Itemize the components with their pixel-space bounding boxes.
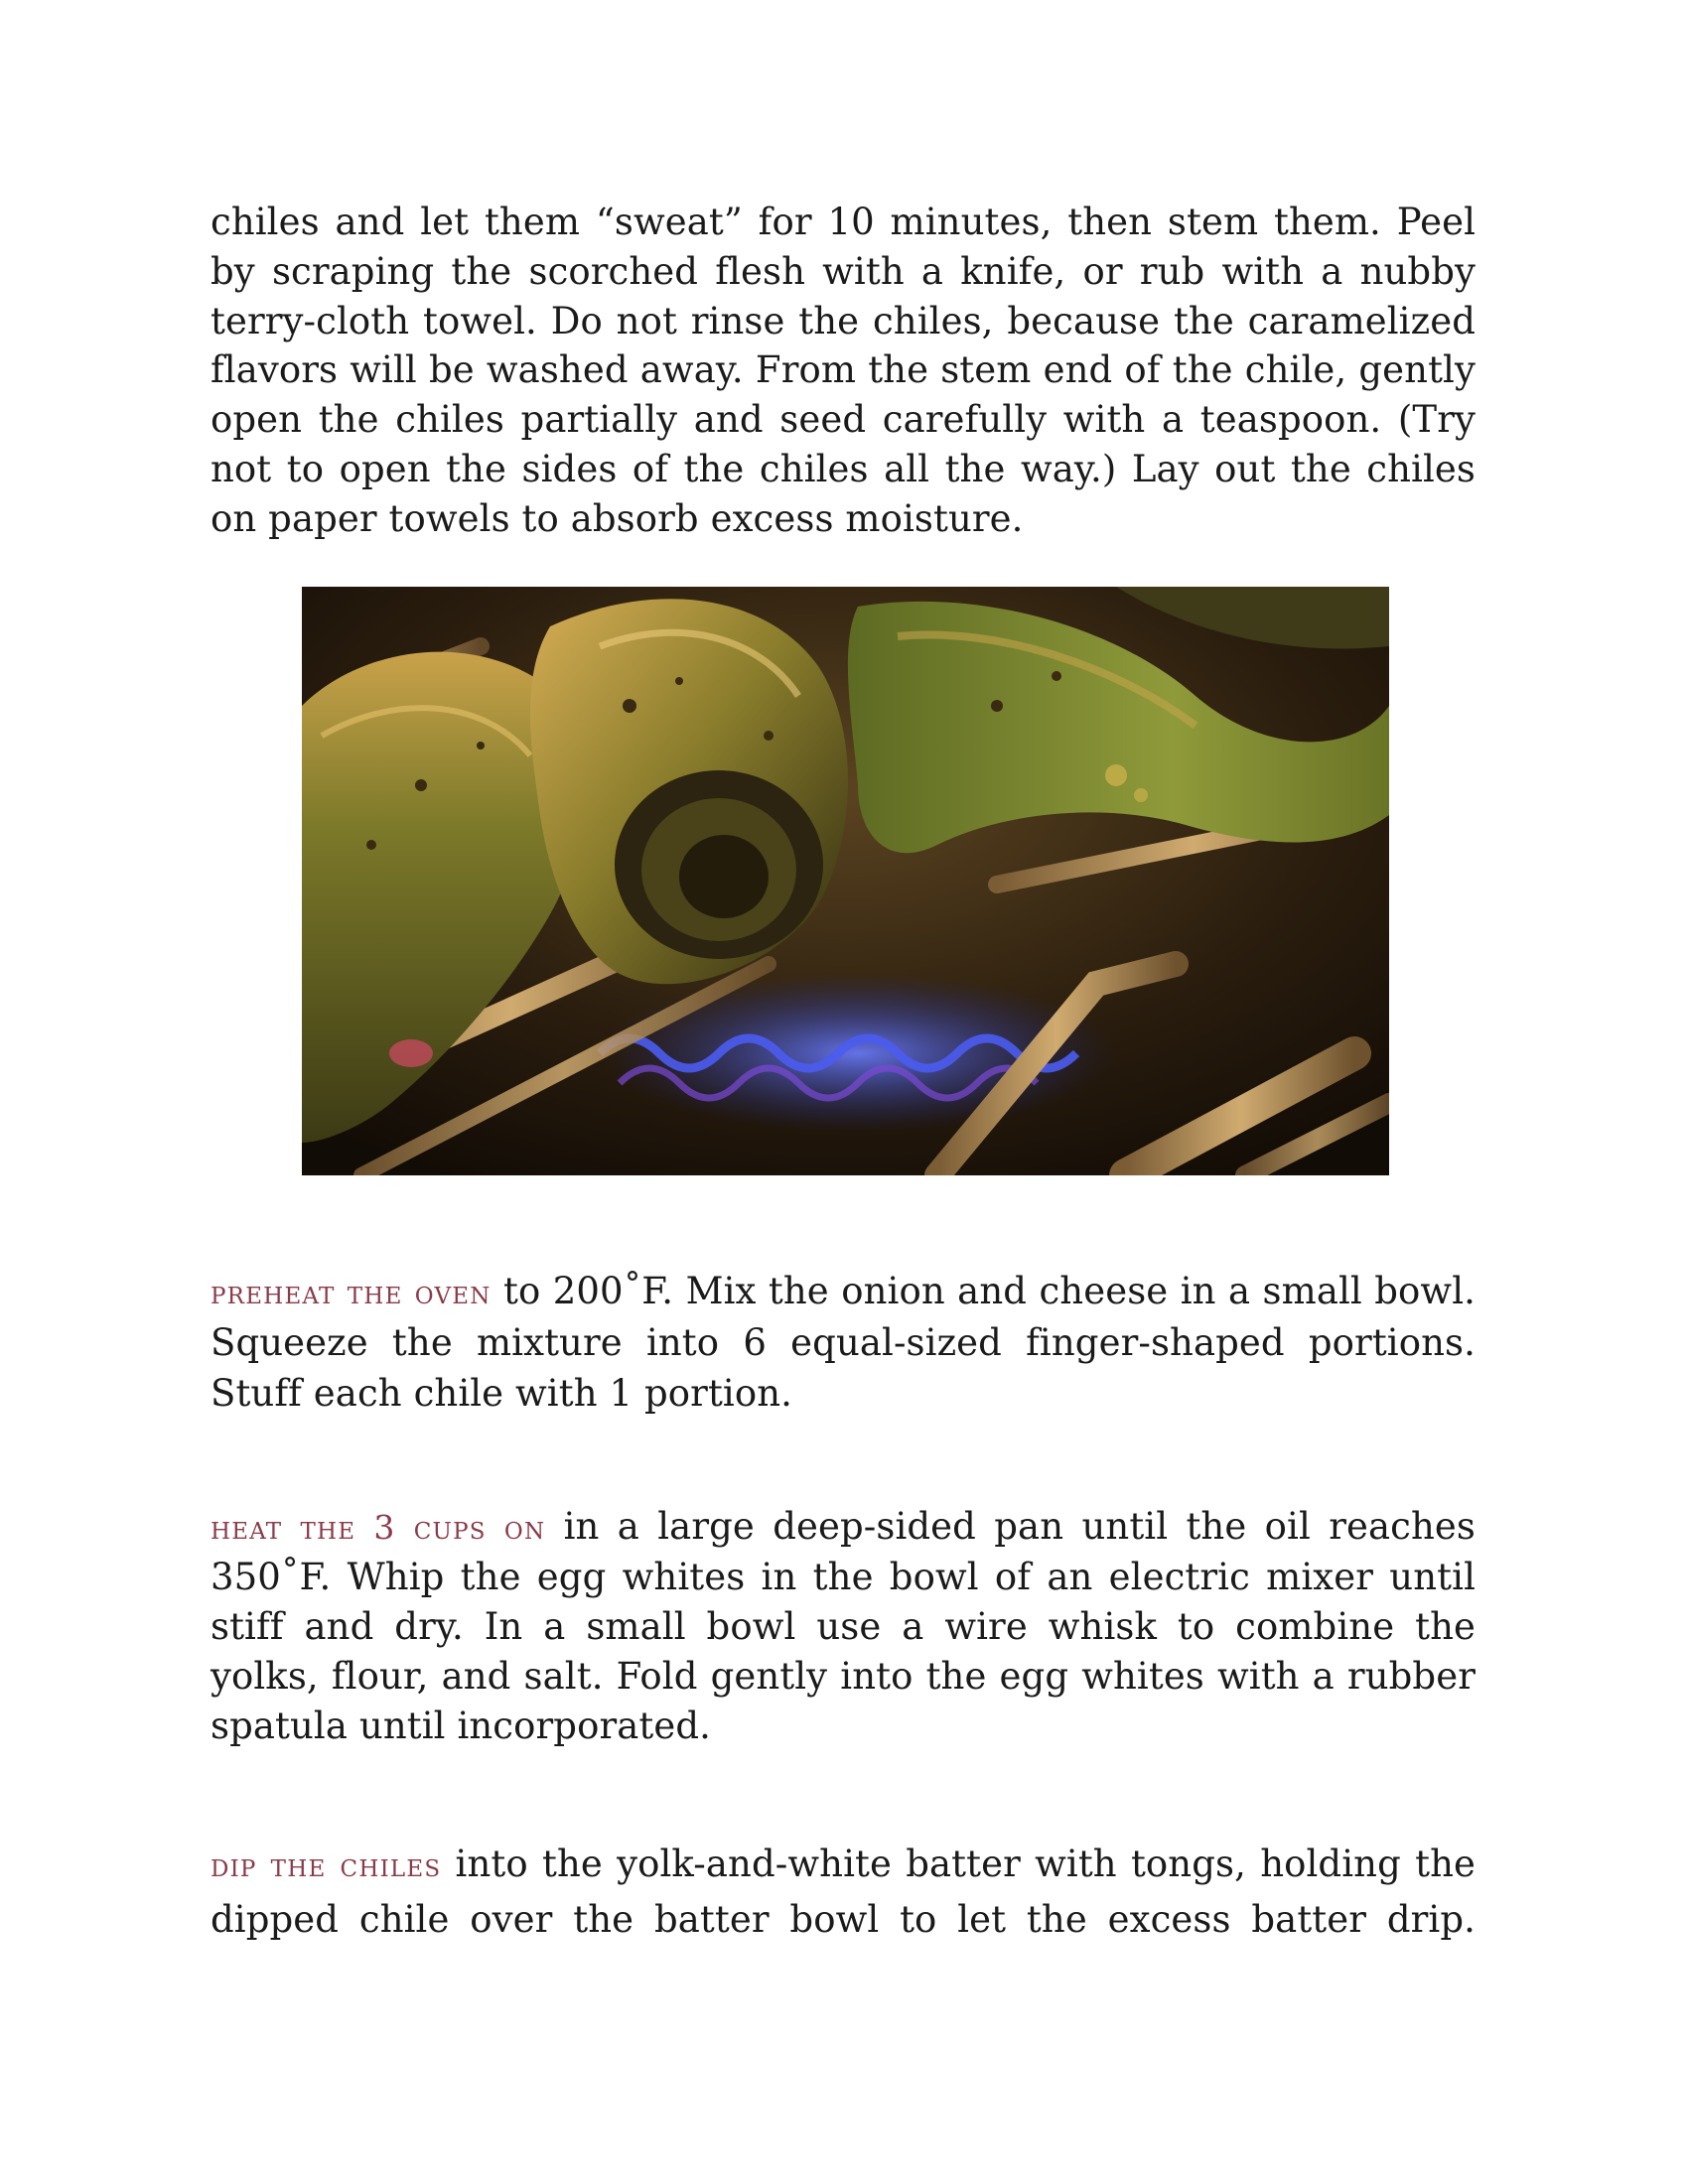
- paragraph-preheat-oven: [211, 1266, 1476, 1419]
- lead-in-dip: dip the chiles: [211, 1845, 442, 1884]
- chiles-over-flame-illustration: [302, 587, 1389, 1175]
- lead-in-preheat: preheat the oven: [211, 1273, 492, 1311]
- preheat-body: to 200˚F. Mix the onion and cheese in a small bowl. Squeeze the mixture into 6 equal-sized finger-shaped portions. Stuff each chile with 1 portion.: [211, 1270, 1476, 1415]
- paragraph-dip-chiles: [211, 1837, 1476, 1947]
- dip-body: into the yolk-and-white batter with tongs, holding the dipped chile over the batter bowl to let the excess batter drip.: [211, 1843, 1477, 1941]
- paragraph-heat-oil: [211, 1502, 1476, 1751]
- paragraph-roasting-instructions: chiles and let them “sweat” for 10 minutes, then stem them. Peel by scraping the scorched flesh with a knife, or rub with a nubby terry-cloth towel. Do not rinse the chiles, because the caramelized flavors will be washed away. From the stem end of the chile, gently open the chiles partially and seed carefully with a teaspoon. (Try not to open the sides of the chiles all the way.) Lay out the chiles on paper towels to absorb excess moisture.: [211, 201, 1476, 540]
- lead-in-heat: heat the 3 cups on: [211, 1508, 546, 1547]
- heat-body: in a large deep-sided pan until the oil reaches 350˚F. Whip the egg whites in the bowl of an electric mixer until stiff and dry. In a small bowl use a wire whisk to combine the yolks, flour, and salt. Fold gently into the egg whites with a rubber spatula until incorporated.: [211, 1505, 1476, 1747]
- roasted-chiles-photo: [302, 587, 1389, 1175]
